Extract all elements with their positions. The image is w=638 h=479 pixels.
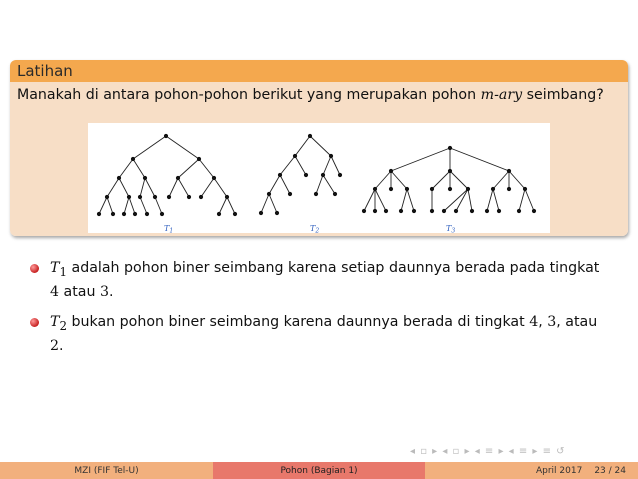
block-title: Latihan — [10, 60, 628, 82]
bullet-1-icon — [30, 264, 39, 273]
tree-edge — [432, 171, 450, 189]
tree-edge — [219, 197, 227, 214]
tree-node — [497, 209, 501, 213]
tree-node — [412, 209, 416, 213]
tree-edge — [450, 148, 509, 171]
tree-edge — [201, 178, 214, 197]
bullet-2-icon — [30, 318, 39, 327]
tree-edge — [295, 136, 310, 156]
question-suffix: seimbang? — [522, 87, 604, 103]
item2-num-a: 4 — [529, 313, 539, 330]
tree-edge — [261, 194, 269, 213]
tree-node — [485, 209, 489, 213]
tree-node — [430, 209, 434, 213]
tree-node — [338, 173, 342, 177]
tree-node — [138, 195, 142, 199]
item2-sub: 2 — [59, 318, 67, 333]
item1-text-a: adalah pohon biner seimbang karena setiap daunnya berada pada tingkat — [67, 260, 600, 276]
tree-node — [117, 176, 121, 180]
tree-edge — [178, 178, 189, 197]
tree-edge — [468, 189, 472, 211]
tree-node — [176, 176, 180, 180]
tree-edge — [525, 189, 534, 211]
tree-edge — [140, 197, 147, 214]
tree-edge — [119, 159, 133, 178]
item1-text-b: atau — [59, 283, 100, 300]
tree-edge — [375, 189, 386, 211]
tree-edge — [487, 189, 493, 211]
tree-node — [399, 209, 403, 213]
tree-label: T3 — [446, 224, 456, 233]
tree-node — [507, 169, 511, 173]
item2-var: T — [50, 313, 60, 330]
item1-text-c: . — [109, 283, 114, 300]
tree-edge — [364, 189, 375, 211]
tree-edge — [99, 197, 107, 214]
tree-node — [167, 195, 171, 199]
tree-node — [517, 209, 521, 213]
tree-edge — [391, 148, 450, 171]
tree-node — [405, 187, 409, 191]
tree-edge — [444, 189, 468, 211]
footer-page: 23 / 24 — [594, 465, 626, 476]
tree-node — [470, 209, 474, 213]
tree-edge — [280, 175, 290, 194]
item1-var: T — [50, 260, 60, 276]
tree-node — [293, 154, 297, 158]
tree-node — [532, 209, 536, 213]
tree-node — [442, 209, 446, 213]
tree-edge — [199, 159, 214, 178]
item2-text-d: . — [59, 337, 64, 354]
tree-edge — [133, 159, 145, 178]
footer-date-page — [425, 462, 638, 479]
tree-node — [430, 187, 434, 191]
item2-text-a: bukan pohon biner seimbang karena daunnya berada di tingkat — [67, 313, 530, 330]
tree-edge — [509, 171, 525, 189]
tree-edge — [178, 159, 199, 178]
tree-node — [133, 212, 137, 216]
question-m: m — [480, 87, 495, 103]
tree-edge — [166, 136, 199, 159]
tree-edge — [493, 189, 499, 211]
tree-node — [197, 157, 201, 161]
tree-edge — [391, 171, 407, 189]
footer — [0, 462, 638, 479]
tree-node — [153, 195, 157, 199]
block-body — [10, 82, 628, 236]
footer-author: MZI (FIF Tel-U) — [0, 462, 213, 479]
tree-node — [233, 212, 237, 216]
item2-num-c: 2 — [50, 337, 60, 354]
tree-edge — [456, 189, 468, 211]
tree-edge — [310, 136, 331, 156]
tree-edge — [519, 189, 525, 211]
tree-node — [143, 176, 147, 180]
tree-node — [127, 195, 131, 199]
beamer-navigation[interactable]: ◂ ▫ ▸ ◂ ▫ ▸ ◂ ≡ ▸ ◂ ≡ ▸ ≡ ↺ — [410, 446, 566, 457]
tree-node — [384, 209, 388, 213]
tree-node — [145, 212, 149, 216]
item2-text-c: , atau — [556, 313, 598, 330]
tree-node — [321, 173, 325, 177]
tree-1 — [97, 134, 237, 233]
tree-edge — [269, 175, 280, 194]
question-prefix: Manakah di antara pohon-pohon berikut yang merupakan pohon — [17, 87, 481, 103]
question-text — [17, 87, 604, 103]
item1-num-a: 4 — [50, 283, 60, 300]
tree-edge — [129, 197, 135, 214]
tree-node — [373, 209, 377, 213]
tree-node — [304, 173, 308, 177]
tree-node — [122, 212, 126, 216]
trees-figure — [88, 123, 550, 233]
tree-node — [333, 192, 337, 196]
tree-edge — [145, 178, 155, 197]
tree-node — [278, 173, 282, 177]
tree-label: T2 — [310, 224, 320, 233]
tree-edge — [140, 178, 145, 197]
tree-node — [491, 187, 495, 191]
tree-node — [454, 209, 458, 213]
trees-diagram — [88, 123, 550, 233]
tree-node — [329, 154, 333, 158]
tree-node — [187, 195, 191, 199]
tree-edge — [407, 189, 414, 211]
tree-edge — [107, 197, 113, 214]
tree-node — [507, 187, 511, 191]
tree-node — [389, 169, 393, 173]
tree-node — [362, 209, 366, 213]
tree-node — [259, 211, 263, 215]
tree-node — [373, 187, 377, 191]
tree-edge — [107, 178, 119, 197]
tree-edge — [316, 175, 323, 194]
exercise-block — [10, 60, 628, 236]
tree-node — [288, 192, 292, 196]
tree-2 — [259, 134, 342, 233]
tree-edge — [331, 156, 340, 175]
footer-title: Pohon (Bagian 1) — [213, 462, 425, 479]
tree-node — [448, 187, 452, 191]
tree-edge — [323, 156, 331, 175]
tree-edge — [450, 171, 468, 189]
tree-edge — [155, 197, 162, 214]
tree-node — [105, 195, 109, 199]
tree-node — [267, 192, 271, 196]
tree-node — [199, 195, 203, 199]
tree-node — [111, 212, 115, 216]
tree-node — [523, 187, 527, 191]
tree-edge — [295, 156, 306, 175]
tree-node — [131, 157, 135, 161]
tree-node — [466, 187, 470, 191]
item2-num-b: 3 — [547, 313, 557, 330]
answer-list — [30, 258, 610, 366]
answer-item-1 — [30, 258, 610, 302]
tree-edge — [280, 156, 295, 175]
tree-node — [389, 187, 393, 191]
tree-edge — [493, 171, 509, 189]
tree-node — [448, 146, 452, 150]
item1-sub: 1 — [59, 264, 67, 279]
tree-node — [164, 134, 168, 138]
question-ary: -ary — [494, 87, 523, 103]
tree-3 — [362, 146, 536, 233]
tree-edge — [227, 197, 235, 214]
tree-edge — [269, 194, 277, 213]
tree-node — [212, 176, 216, 180]
tree-edge — [169, 178, 178, 197]
tree-edge — [401, 189, 407, 211]
tree-node — [225, 195, 229, 199]
tree-edge — [375, 171, 391, 189]
tree-node — [97, 212, 101, 216]
tree-node — [217, 212, 221, 216]
tree-node — [448, 169, 452, 173]
tree-edge — [119, 178, 129, 197]
tree-node — [314, 192, 318, 196]
tree-label: T1 — [164, 224, 174, 233]
tree-edge — [124, 197, 129, 214]
tree-node — [308, 134, 312, 138]
tree-node — [160, 212, 164, 216]
tree-edge — [323, 175, 335, 194]
footer-date: April 2017 — [535, 465, 583, 476]
tree-edge — [133, 136, 166, 159]
answer-item-2 — [30, 312, 610, 356]
item2-text-b: , — [538, 313, 548, 330]
tree-edge — [214, 178, 227, 197]
tree-node — [275, 211, 279, 215]
item1-num-b: 3 — [100, 283, 110, 300]
